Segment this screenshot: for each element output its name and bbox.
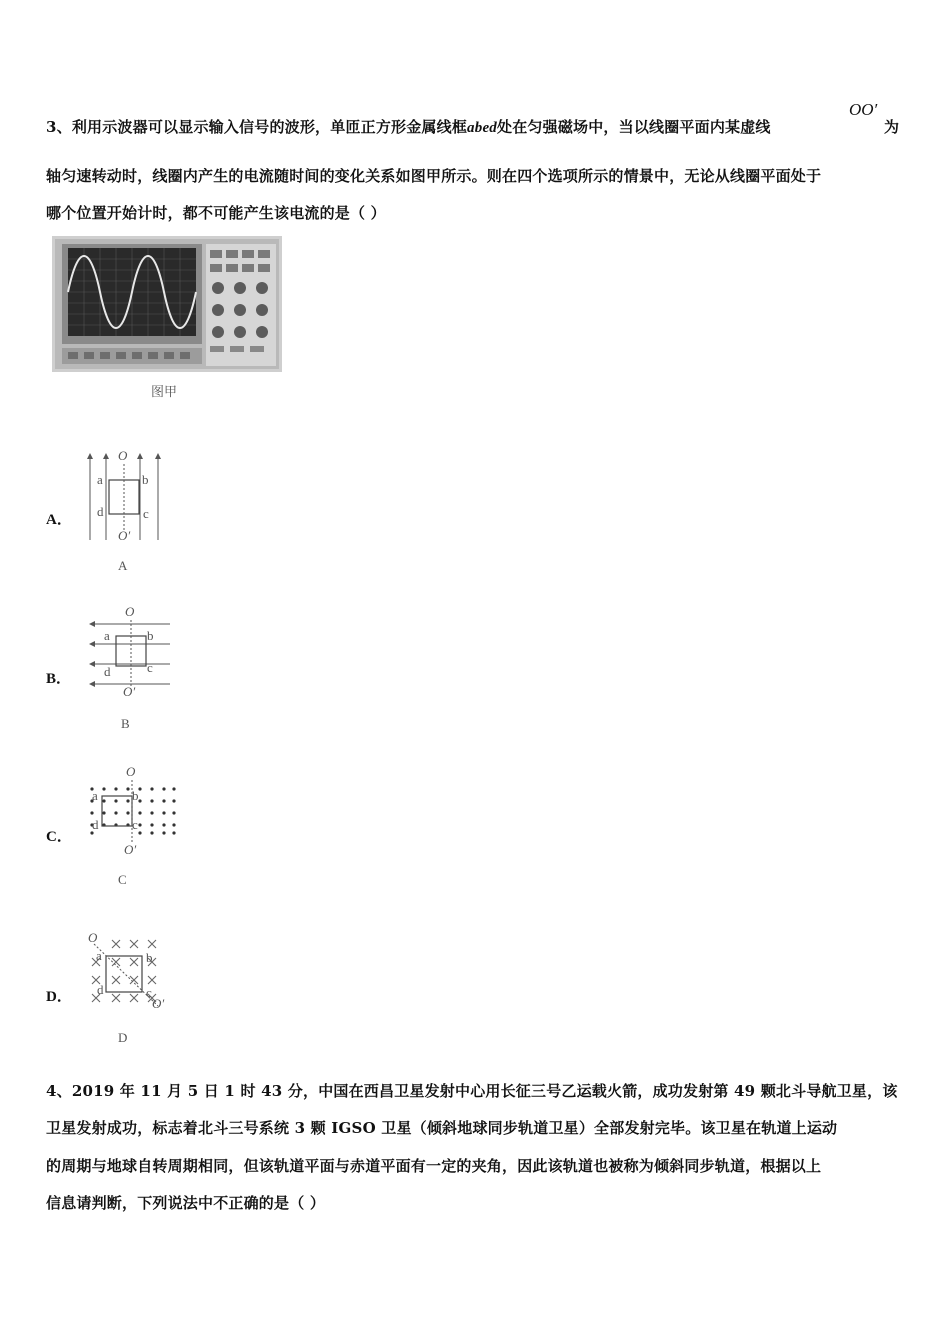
q4-line-3: 的周期与地球自转周期相同，但该轨道平面与赤道平面有一定的夹角，因此该轨道也被称为倾斜同步轨道，根据以上 bbox=[46, 1157, 822, 1175]
option-d-caption: D bbox=[118, 1030, 128, 1045]
option-a-c: c bbox=[143, 506, 149, 521]
option-b-c: c bbox=[147, 660, 153, 675]
option-b-a: a bbox=[104, 628, 110, 643]
option-c-b: b bbox=[132, 788, 139, 803]
option-a-caption: A bbox=[118, 558, 128, 573]
figure-caption: 图甲 bbox=[151, 384, 178, 399]
q3-line-2: 轴匀速转动时，线圈内产生的电流随时间的变化关系如图甲所示。则在四个选项所示的情景中，无论从线圈平面处于 bbox=[46, 167, 822, 185]
q3-loop-name: abed bbox=[467, 120, 498, 136]
option-b-o-prime: O′ bbox=[123, 684, 136, 699]
option-d-o-prime: O′ bbox=[152, 996, 165, 1011]
option-c-a: a bbox=[92, 788, 98, 803]
option-d-b: b bbox=[146, 950, 153, 965]
option-a-o-prime: O′ bbox=[118, 528, 131, 543]
option-d-o: O bbox=[88, 930, 98, 945]
option-d-label: D． bbox=[46, 989, 72, 1005]
q4-line-4: 信息请判断，下列说法中不正确的是（ ） bbox=[46, 1194, 326, 1212]
option-b-caption: B bbox=[121, 716, 130, 731]
q3-line-3: 哪个位置开始计时，都不可能产生该电流的是（ ） bbox=[46, 204, 386, 222]
q3-line-1-part-a: 3、利用示波器可以显示输入信号的波形，单匝正方形金属线框 bbox=[46, 118, 468, 136]
q4-line-1: 4、2019 年 11 月 5 日 1 时 43 分，中国在西昌卫星发射中心用长征三号乙运载火箭，成功发射第 49 颗北斗导航卫星，该 bbox=[46, 1082, 898, 1100]
option-a-d: d bbox=[97, 504, 104, 519]
option-c-caption: C bbox=[118, 872, 127, 887]
oscilloscope-photo bbox=[52, 236, 282, 372]
axis-symbol: OO′ bbox=[849, 100, 878, 119]
q3-line-1-end: 为 bbox=[884, 118, 900, 136]
option-b-d: d bbox=[104, 664, 111, 679]
option-a-label: A． bbox=[46, 512, 72, 528]
q3-line-1-part-b: 处在匀强磁场中，当以线圈平面内某虚线 bbox=[497, 118, 771, 136]
option-b-b: b bbox=[147, 628, 154, 643]
option-b-o: O bbox=[125, 604, 135, 619]
option-a-a: a bbox=[97, 472, 103, 487]
option-d-a: a bbox=[96, 948, 102, 963]
option-c-c: c bbox=[132, 817, 138, 832]
option-c-label: C． bbox=[46, 829, 72, 845]
option-c-o: O bbox=[126, 764, 136, 779]
option-a-b: b bbox=[142, 472, 149, 487]
option-b-label: B． bbox=[46, 671, 72, 687]
option-c-o-prime: O′ bbox=[124, 842, 137, 857]
option-b-diagram bbox=[88, 612, 178, 692]
option-c-d: d bbox=[92, 817, 99, 832]
option-d-c: c bbox=[146, 985, 152, 1000]
option-a-o: O bbox=[118, 448, 128, 463]
q4-line-2: 卫星发射成功，标志着北斗三号系统 3 颗 IGSO 卫星（倾斜地球同步轨道卫星）全部发射完毕。该卫星在轨道上运动 bbox=[46, 1119, 838, 1137]
q3-line-1 bbox=[46, 116, 771, 137]
option-d-d: d bbox=[97, 982, 104, 997]
